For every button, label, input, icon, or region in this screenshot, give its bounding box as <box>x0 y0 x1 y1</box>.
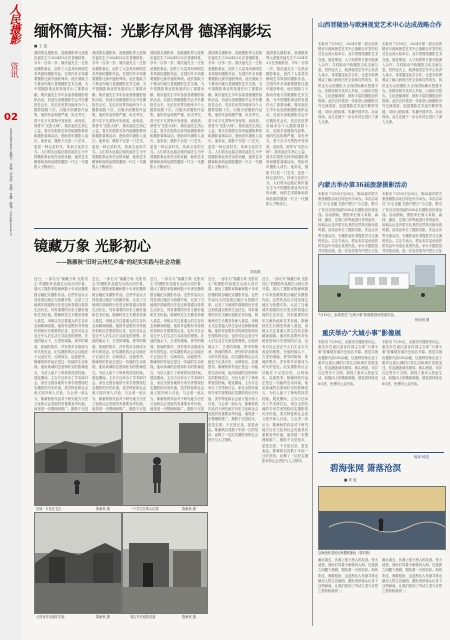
side-story-2-col-2: 本报讯 7月15日至20日，第36届内蒙古旅游摄影活动在呼伦贝尔举办。本次活动以“行走北疆 光影内蒙古”为主题，吸引了来自全国各地的200余名摄影爱好者参加。活动期间，摄影家们深入草原、森林、湖泊、边境口岸等地进行采风创作，用镜头记录内蒙古壮美的自然风光和民族风情。活动还举办了摄影讲座、作品点评等交流活动，为摄影爱好者提供学习交流的机会。主办方表示，将从本次活动创作的作品中评选出优秀作品，举办专题展览并结集出版，进一步宣传推介内蒙古文化 <box>382 192 442 254</box>
photo-sea-fishing-image <box>319 487 445 549</box>
feature-subhead: ——陈雁秋“旧时云州忆乡魂”的纪实实践与社会功能 <box>56 260 181 266</box>
right-photo-caption: 7月16日，参观者在“大城小事”影像展现场观看作品。 <box>318 313 397 317</box>
photo-sea-fishing <box>318 486 446 550</box>
poem-col-2: 潮水退去，沙滩上留下渔人的足迹。每天清晨，渔民们驾着小船驶向大海，在碧波之间撒下渔网，期待着一天的收获。海风吹过，渔歌悠扬，这是海边人家最寻常也最动人的生活画面。摄影者用镜头记录下这些瞬间，让我们看到了劳动之美与自然之美的和谐统一。 <box>382 558 442 594</box>
top-story-col-4: 我国著名摄影家、香港摄影界元老简庆福先生于2024年3月在香港辞世，享年一百零一岁。简庆福先生一生热爱摄影事业，创作了大量具有鲜明艺术风格的摄影作品，在国内外多项重要摄影比赛中屡获殊荣。他长期致力于推动内地与香港摄影艺术交流，为中国摄影事业的发展作出了重要贡献。简庆福先生早年参加香港摄影组织活动，后创办香港摄影学会并长期担任会长，先后在世界各地举办个人摄影展数十次，出版多部摄影作品集。他的作品构图严谨、用光考究，善于在平凡景物中发现美、表现美，被誉为“光影大师”。简庆福先生热心公益，曾多次捐资支持内地摄影教育和摄影赛事活动，资助青年摄影人成长。他常说，摄影不仅是一门艺术，更是一种记录时代、传承文化的方式。人们将永远铭记简庆福先生为中国摄影事业所作出的贡献，他的艺术精神和高尚品德将激励一代又一代摄影人不断前行。 <box>208 51 262 170</box>
right-photo-credit: 杨东明 摄 <box>415 318 430 322</box>
top-story-headline: 缅怀简庆福：光影存风骨 德泽润影坛 <box>34 22 271 40</box>
masthead-strip <box>0 0 22 640</box>
photo-3-credit: 陈雁秋 摄 <box>96 615 110 619</box>
section-title: 资讯 <box>10 62 19 78</box>
poem-photo-caption: 沿海渔民清晨出海撒网捕鱼（资料图） <box>318 551 373 555</box>
feature-col-1: 近日，一部名为“镜藏万象 光影初心”的摄影作品展在山西大同开幕，展出了摄影家陈雁秋数十年来拍摄的数百幅纪实摄影作品。这些作品以大同及周边地区为拍摄对象，记录了当地城乡面貌的历史变迁和普通百姓的生活状态，具有重要的历史文献价值和艺术价值。陈雁秋先生长期坚持深入基层，用镜头关注普通人的生存状态和精神面貌。他的作品既有对传统民俗和历史建筑的记录，也有对社会变迁中人们生活方式改变的观察。在他的镜头下，古老的城墙、狭窄的街巷、热闹的集市、淳朴的乡亲都成为时代的见证。纪实摄影的社会功能在于记录历史、反映现实、启迪思考。陈雁秋的作品正是这一功能的生动体现。他用真诚的态度和朴实的影像语言，为后人留下了珍贵的视觉档案。展览期间，主办方还举办了学术研讨会，来自全国各地的专家学者围绕纪实摄影的历史价值、美学特征和社会意义展开深入讨论，与会者一致认为，陈雁秋的作品对于研究地方历史文化和社会发展具有重要参考价值，值得进一步整理和推广。摄影不仅是 <box>34 277 88 412</box>
photo-old-town <box>34 412 122 506</box>
feature-col-2: 近日，一部名为“镜藏万象 光影初心”的摄影作品展在山西大同开幕，展出了摄影家陈雁秋数十年来拍摄的数百幅纪实摄影作品。这些作品以大同及周边地区为拍摄对象，记录了当地城乡面貌的历史变迁和普通百姓的生活状态，具有重要的历史文献价值和艺术价值。陈雁秋先生长期坚持深入基层，用镜头关注普通人的生存状态和精神面貌。他的作品既有对传统民俗和历史建筑的记录，也有对社会变迁中人们生活方式改变的观察。在他的镜头下，古老的城墙、狭窄的街巷、热闹的集市、淳朴的乡亲都成为时代的见证。纪实摄影的社会功能在于记录历史、反映现实、启迪思考。陈雁秋的作品正是这一功能的生动体现。他用真诚的态度和朴实的影像语言，为后人留下了珍贵的视觉档案。展览期间，主办方还举办了学术研讨会，来自全国各地的专家学者围绕纪实摄影的历史价值、美学特征和社会意义展开深入讨论，与会者一致认为，陈雁秋的作品对于研究地方历史文化和社会发展具有重要参考价值，值得进一步整理和推广。摄影不仅是 ；不仅是 数十 <box>92 277 146 422</box>
top-story-col-1: 我国著名摄影家、香港摄影界元老简庆福先生于2024年3月在香港辞世，享年一百零一岁。简庆福先生一生热爱摄影事业，创作了大量具有鲜明艺术风格的摄影作品，在国内外多项重要摄影比赛中屡获殊荣。他长期致力于推动内地与香港摄影艺术交流，为中国摄影事业的发展作出了重要贡献。简庆福先生早年参加香港摄影组织活动，后创办香港摄影学会并长期担任会长，先后在世界各地举办个人摄影展数十次，出版多部摄影作品集。他的作品构图严谨、用光考究，善于在平凡景物中发现美、表现美，被誉为“光影大师”。简庆福先生热心公益，曾多次捐资支持内地摄影教育和摄影赛事活动，资助青年摄影人成长。他常说，摄影不仅是一门艺术，更是一种记录时代、传承文化的方式。人们将永远铭记简庆福先生为中国摄影事业所作出的贡献，他的艺术精神和高尚品德将激励一代又一代摄影人不断前行。 <box>34 51 88 170</box>
photo-street-child <box>122 412 208 506</box>
side-story-1-col-1: 本报讯 7月10日，2024年第一届山西晋陵协与欧洲视觉艺术中心战略合作签约仪式在山西太原举行。双方将围绕摄影艺术交流、展览策划、人才培养等方面开展深入合作，共同推动中欧摄影文化交流互鉴。签约仪式上，欧洲视觉艺术中心负责人表示，希望通过此次合作，让更多欧洲观众了解山西的历史文化和自然风光，同时也为山西摄影人走向国际舞台搭建平台。晋陵协相关负责人介绍，山西历史悠久、文化底蕴深厚，拥有丰富的摄影创作资源。此次合作将进一步拓宽山西摄影对外交流渠道，促进摄影艺术创作繁荣发展，讲好山西故事，传播中国声音。活动现场，双方还就下一步合作项目进行了深入交流。 <box>318 42 378 125</box>
feature-col-4: 近日，一部名为“镜藏万象 光影初心”的摄影作品展在山西大同开幕，展出了摄影家陈雁秋数十年来拍摄的数百幅纪实摄影作品。这些作品以大同及周边地区为拍摄对象，记录了当地城乡面貌的历史变迁和普通百姓的生活状态，具有重要的历史文献价值和艺术价值。陈雁秋先生长期坚持深入基层，用镜头关注普通人的生存状态和精神面貌。他的作品既有对传统民俗和历史建筑的记录，也有对社会变迁中人们生活方式改变的观察。在他的镜头下，古老的城墙、狭窄的街巷、热闹的集市、淳朴的乡亲都成为时代的见证。纪实摄影的社会功能在于记录历史、反映现实、启迪思考。陈雁秋的作品正是这一功能的生动体现。他用真诚的态度和朴实的影像语言，为后人留下了珍贵的视觉档案。展览期间，主办方还举办了学术研讨会，来自全国各地的专家学者围绕纪实摄影的历史价值、美学特征和社会意义展开深入讨论，与会者一致认为，陈雁秋的作品对于研究地方历史文化和社会发展具有重要参考价值，值得进一步整理和推广。摄影不仅是技术，更是态度；不仅是记录，更是表达。陈雁秋以其数十年如一日的坚持，诠释了一位纪实摄影家的社会责任与人文情怀。 <box>208 277 258 443</box>
feature-byline: 刘英明 <box>250 270 261 274</box>
photo-2-credit: 陈雁秋 摄 <box>182 507 196 511</box>
side-story-2-col-1: 本报讯 7月15日至20日，第36届内蒙古旅游摄影活动在呼伦贝尔举办。本次活动以“行走北疆 光影内蒙古”为主题，吸引了来自全国各地的200余名摄影爱好者参加。活动期间，摄影家们深入草原、森林、湖泊、边境口岸等地进行采风创作，用镜头记录内蒙古壮美的自然风光和民族风情。活动还举办了摄影讲座、作品点评等交流活动，为摄影爱好者提供学习交流的机会。主办方表示，将从本次活动创作的作品中评选出优秀作品，举办专题展览并结集出版，进一步宣传推介内蒙古文化 <box>318 192 378 254</box>
top-story-col-5: 我国著名摄影家、香港摄影界元老简庆福先生于2024年3月在香港辞世，享年一百零一岁。简庆福先生一生热爱摄影事业，创作了大量具有鲜明艺术风格的摄影作品，在国内外多项重要摄影比赛中屡获殊荣。他长期致力于推动内地与香港摄影艺术交流，为中国摄影事业的发展作出了重要贡献。简庆福先生早年参加香港摄影组织活动，后创办香港摄影学会并长期担任会长，先后在世界各地举办个人摄影展数十次，出版多部摄影作品集。他的作品构图严谨、用光考究，善于在平凡景物中发现美、表现美，被誉为“光影大师”。简庆福先生热心公益，曾多次捐资支持内地摄影教育和摄影赛事活动，资助青年摄影人成长。他常说，摄影不仅是一门艺术，更是一种记录时代、传承文化的方式。人们将永远铭记简庆福先生为中国摄影事业所作出的贡献，他的艺术精神和高尚品德将激励一代又一代摄影人不断前行。 <box>266 51 308 206</box>
photo-coal-mine-image <box>35 513 121 613</box>
photo-exhibition-image <box>319 255 445 311</box>
photo-3-caption: 大同晋华宫煤矿旧址 <box>36 615 65 619</box>
side-story-2-headline: 内蒙古举办第36届旅游摄影活动 <box>318 182 408 189</box>
side-story-3-headline: 重庆举办“大城小事”影像展 <box>322 329 401 337</box>
page-number: 02 <box>4 112 18 123</box>
poem-section-bar <box>318 452 444 453</box>
feature-col-5: 近日，一部名为“镜藏万象 光影初心”的摄影作品展在山西大同开幕，展出了摄影家陈雁秋数十年来拍摄的数百幅纪实摄影作品。这些作品以大同及周边地区为拍摄对象，记录了当地城乡面貌的历史变迁和普通百姓的生活状态，具有重要的历史文献价值和艺术价值。陈雁秋先生长期坚持深入基层，用镜头关注普通人的生存状态和精神面貌。他的作品既有对传统民俗和历史建筑的记录，也有对社会变迁中人们生活方式改变的观察。在他的镜头下，古老的城墙、狭窄的街巷、热闹的集市、淳朴的乡亲都成为时代的见证。纪实摄影的社会功能在于记录历史、反映现实、启迪思考。陈雁秋的作品正是这一功能的生动体现。他用真诚的态度和朴实的影像语言，为后人留下了珍贵的视觉档案。展览期间，主办方还举办了学术研讨会，来自全国各地的专家学者围绕纪实摄影的历史价值、美学特征和社会意义展开深入讨论，与会者一致认为，陈雁秋的作品对于研究地方历史文化和社会发展具有重要参考价值，值得进一步整理和推广。摄影不仅是技术，更是态度；不仅是记录，更是表达。陈雁秋以其数十年如一日的坚持，诠释了一位纪实摄影家的社会责任与人文情怀。 <box>262 277 308 464</box>
side-story-1-col-2: 本报讯 7月10日，2024年第一届山西晋陵协与欧洲视觉艺术中心战略合作签约仪式在山西太原举行。双方将围绕摄影艺术交流、展览策划、人才培养等方面开展深入合作，共同推动中欧摄影文化交流互鉴。签约仪式上，欧洲视觉艺术中心负责人表示，希望通过此次合作，让更多欧洲观众了解山西的历史文化和自然风光，同时也为山西摄影人走向国际舞台搭建平台。晋陵协相关负责人介绍，山西历史悠久、文化底蕴深厚，拥有丰富的摄影创作资源。此次合作将进一步拓宽山西摄影对外交流渠道，促进摄影艺术创作繁荣发展，讲好山西故事，传播中国声音。活动现场，双方还就下一步合作项目进行了深入交流。 <box>382 42 442 125</box>
masthead-side-info: 2024年4月20日 星期六 · 责编：李诗雨 · 美编：肖鹏 · 邮箱：rmsy@people.cn <box>9 128 13 237</box>
side-story-3-col-1: 本报讯 7月16日，由重庆市摄影家协会、重庆市巴南区委宣传部主办的“大城小事”影像展在重庆巴南区开幕。展览共展出摄影作品150余幅，以独特视角记录了重庆这座山城的日常生活和城市发展变迁。作品涵盖城市建筑、街头巷尾、市井百态等多个方面，展现了重庆人热爱生活、积极向上的精神面貌。展览将持续至8月底，免费向公众开放。 <box>318 340 378 386</box>
photo-1-caption: 旧城 · 平民住宅区 <box>36 507 62 511</box>
photo-2-caption: 一个学生在街头玩耍 <box>130 507 159 511</box>
top-story-byline: 王 晶 <box>39 44 48 48</box>
photo-street-child-image <box>123 413 207 505</box>
photo-4-caption: 周边乡村庭院旧貌 <box>130 615 156 619</box>
poem-section-label: 镜读·镜语 <box>414 455 430 459</box>
top-story-col-2: 我国著名摄影家、香港摄影界元老简庆福先生于2024年3月在香港辞世，享年一百零一岁。简庆福先生一生热爱摄影事业，创作了大量具有鲜明艺术风格的摄影作品，在国内外多项重要摄影比赛中屡获殊荣。他长期致力于推动内地与香港摄影艺术交流，为中国摄影事业的发展作出了重要贡献。简庆福先生早年参加香港摄影组织活动，后创办香港摄影学会并长期担任会长，先后在世界各地举办个人摄影展数十次，出版多部摄影作品集。他的作品构图严谨、用光考究，善于在平凡景物中发现美、表现美，被誉为“光影大师”。简庆福先生热心公益，曾多次捐资支持内地摄影教育和摄影赛事活动，资助青年摄影人成长。他常说，摄影不仅是一门艺术，更是一种记录时代、传承文化的方式。人们将永远铭记简庆福先生为中国摄影事业所作出的贡献，他的艺术精神和高尚品德将激励一代又一代摄影人不断前行。 <box>92 51 146 170</box>
top-story-byline-mark: ■ <box>34 44 38 48</box>
poem-headline: 碧海张网 箫落沧溟 <box>330 464 401 474</box>
photo-old-town-image <box>35 413 121 505</box>
section-rule <box>34 228 308 229</box>
feature-headline: 镜藏万象 光影初心 <box>34 239 151 255</box>
feature-col-3: 近日，一部名为“镜藏万象 光影初心”的摄影作品展在山西大同开幕，展出了摄影家陈雁秋数十年来拍摄的数百幅纪实摄影作品。这些作品以大同及周边地区为拍摄对象，记录了当地城乡面貌的历史变迁和普通百姓的生活状态，具有重要的历史文献价值和艺术价值。陈雁秋先生长期坚持深入基层，用镜头关注普通人的生存状态和精神面貌。他的作品既有对传统民俗和历史建筑的记录，也有对社会变迁中人们生活方式改变的观察。在他的镜头下，古老的城墙、狭窄的街巷、热闹的集市、淳朴的乡亲都成为时代的见证。纪实摄影的社会功能在于记录历史、反映现实、启迪思考。陈雁秋的作品正是这一功能的生动体现。他用真诚的态度和朴实的影像语言，为后人留下了珍贵的视觉档案。展览期间，主办方还举办了学术研讨会，来自全国各地的专家学者围绕纪实摄影的历史价值、美学特征和社会意义展开深入讨论，与会者一致认为，陈雁秋的作品对于研究地方历史文化和社会发展具有重要参考价值，值得进一步整理和推广。摄影不仅是 <box>150 277 204 412</box>
photo-exhibition <box>318 254 446 312</box>
photo-4-credit: 陈雁秋 摄 <box>182 615 196 619</box>
poem-col-1: 潮水退去，沙滩上留下渔人的足迹。每天清晨，渔民们驾着小船驶向大海，在碧波之间撒下渔网，期待着一天的收获。海风吹过，渔歌悠扬，这是海边人家最寻常也最动人的生活画面。摄影者用镜头记录下这些瞬间，让我们看到了劳动之美与自然之美的和谐统一。 <box>318 558 378 594</box>
photo-coal-mine <box>34 512 122 614</box>
photo-village-courtyard <box>122 512 208 614</box>
column-divider <box>312 18 313 626</box>
top-story-col-3: 我国著名摄影家、香港摄影界元老简庆福先生于2024年3月在香港辞世，享年一百零一岁。简庆福先生一生热爱摄影事业，创作了大量具有鲜明艺术风格的摄影作品，在国内外多项重要摄影比赛中屡获殊荣。他长期致力于推动内地与香港摄影艺术交流，为中国摄影事业的发展作出了重要贡献。简庆福先生早年参加香港摄影组织活动，后创办香港摄影学会并长期担任会长，先后在世界各地举办个人摄影展数十次，出版多部摄影作品集。他的作品构图严谨、用光考究，善于在平凡景物中发现美、表现美，被誉为“光影大师”。简庆福先生热心公益，曾多次捐资支持内地摄影教育和摄影赛事活动，资助青年摄影人成长。他常说，摄影不仅是一门艺术，更是一种记录时代、传承文化的方式。人们将永远铭记简庆福先生为中国摄影事业所作出的贡献，他的艺术精神和高尚品德将激励一代又一代摄影人不断前行。 <box>150 51 204 170</box>
poem-byline: ■ 刘 旭 <box>344 478 357 482</box>
side-story-3-col-2: 本报讯 7月16日，由重庆市摄影家协会、重庆市巴南区委宣传部主办的“大城小事”影像展在重庆巴南区开幕。展览共展出摄影作品150余幅，以独特视角记录了重庆这座山城的日常生活和城市发展变迁。作品涵盖城市建筑、街头巷尾、市井百态等多个方面，展现了重庆人热爱生活、积极向上的精神面貌。展览将持续至8月底，免费向公众开放。 <box>382 340 442 386</box>
masthead-logo: 人民摄影 <box>8 4 21 44</box>
photo-1-credit: 陈雁秋 摄 <box>96 507 110 511</box>
side-story-1-headline: 山西晋陵协与欧洲视觉艺术中心达成战略合作 <box>318 22 442 29</box>
photo-village-courtyard-image <box>123 513 207 613</box>
